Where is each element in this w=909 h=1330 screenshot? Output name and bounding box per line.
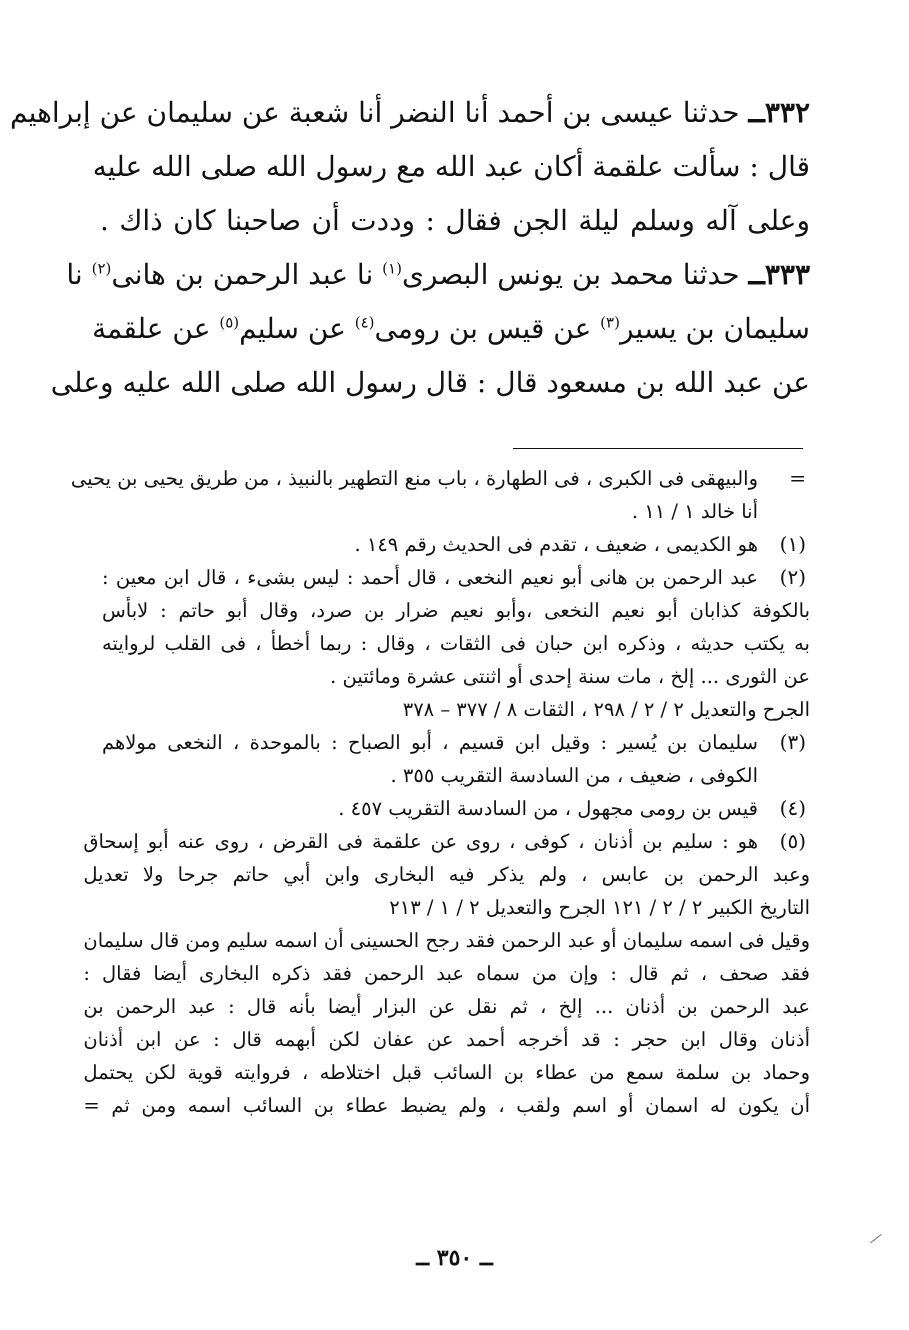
footnote-line: عبد الرحمن بن هانى أبو نعيم النخعى ، قال أحمد : ليس بشىء ، قال ابن معين :	[102, 566, 758, 589]
hadith-332-line-1	[10, 86, 810, 140]
footnote-line: أنا خالد ١ / ١١ .	[631, 500, 758, 523]
footnote-5	[83, 825, 810, 1122]
footnote-line: وعبد الرحمن بن عابس ، ولم يذكر فيه البخارى وابن أبي حاتم جرحا ولا تعديل	[83, 863, 810, 886]
hadith-333-line-3: عن عبد الله بن مسعود قال : قال رسول الله صلى الله عليه وعلى	[50, 366, 810, 399]
footnote-ref-4: (٤)	[354, 313, 375, 332]
hadith-332-line-2: قال : سألت علقمة أكان عبد الله مع رسول الله صلى الله عليه	[92, 150, 810, 183]
footnotes	[70, 462, 810, 1122]
hadith-333	[50, 248, 810, 410]
hadith-text: عن قيس بن رومى	[374, 312, 601, 345]
footnote-line: به يكتب حديثه ، وذكره ابن حبان فى الثقات ، وقال : ربما أخطأ ، فى القلب لروايته	[102, 632, 810, 655]
footnote-ref-5: (٥)	[219, 313, 240, 332]
hadith-text: حدثنا عيسى بن أحمد أنا النضر أنا شعبة عن سليمان عن إبراهيم	[10, 96, 740, 129]
footnote-line: هو : سليم بن أذنان ، كوفى ، روى عن علقمة فى القرض ، روى عنه أبو إسحاق	[83, 830, 758, 853]
footnote-line: عبد الرحمن بن أذنان ... إلخ ، ثم نقل عن البزار أيضا بأنه قال : عبد الرحمن بن	[83, 995, 810, 1018]
footnote-line: سليمان بن يُسير : وقيل ابن قسيم ، أبو الصباح : بالموحدة ، النخعى مولاهم	[102, 731, 758, 754]
hadith-text: عن سليم	[239, 312, 355, 345]
footnote-line: التاريخ الكبير ٢ / ٢ / ١٢١ الجرح والتعديل ٢ / ١ / ٢١٣	[389, 896, 810, 919]
footnote-line: قيس بن رومى مجهول ، من السادسة التقريب ٤٥٧ .	[338, 797, 758, 820]
pen-mark	[870, 1234, 882, 1243]
hadith-text: حدثنا محمد بن يونس البصرى	[401, 258, 740, 291]
footnote-continuation	[70, 462, 810, 528]
footnote-marker: (٤)	[779, 796, 806, 820]
hadith-text: نا عبد الرحمن بن هانى	[111, 258, 383, 291]
footnote-line: عن الثورى ... إلخ ، مات سنة إحدى أو اثنتى عشرة ومائتين .	[330, 665, 810, 688]
footnote-ref-1: (١)	[382, 259, 402, 278]
footnote-marker: (٥)	[779, 829, 806, 853]
page-number: ــ ٣٥٠ ــ	[416, 1245, 493, 1271]
hadith-text: عن علقمة	[92, 312, 220, 345]
hadith-333-line-2	[92, 302, 810, 356]
footnote-line: الكوفى ، ضعيف ، من السادسة التقريب ٣٥٥ .	[390, 764, 758, 787]
footnote-marker: (٣)	[779, 730, 806, 754]
footnote-marker: (١)	[779, 532, 806, 556]
footnote-line: أذنان وقال ابن حجر : قد أخرجه أحمد عن عفان لكن أبهمه قال : عن ابن أذنان	[83, 1028, 810, 1051]
hadith-text: نا	[66, 258, 92, 291]
footnote-ref-3: (٣)	[600, 313, 620, 332]
hadith-number: ٣٣٣ــ	[748, 258, 810, 291]
hadith-333-line-1	[66, 248, 810, 302]
footnote-line: بالكوفة كذابان أبو نعيم النخعى ،وأبو نعيم ضرار بن صرد، وقال أبو حاتم : لابأس	[102, 599, 810, 622]
footnote-line: والبيهقى فى الكبرى ، فى الطهارة ، باب منع التطهير بالنبيذ ، من طريق يحيى بن يحيى	[70, 467, 758, 490]
footnote-line: الجرح والتعديل ٢ / ٢ / ٢٩٨ ، الثقات ٨ / ٣٧٧ – ٣٧٨	[402, 698, 810, 721]
footnote-line: فقد صحف ، ثم قال : وإن من سماه عبد الرحمن فقد ذكره البخارى أيضا فقال :	[83, 962, 810, 985]
footnote-ref-2: (٢)	[91, 259, 112, 278]
footnote-line: هو الكديمى ، ضعيف ، تقدم فى الحديث رقم ١٤٩ .	[354, 533, 758, 556]
footnote-line: وقيل فى اسمه سليمان أو عبد الرحمن فقد رجح الحسينى أن اسمه سليم ومن قال سليمان	[83, 929, 810, 952]
footnote-3	[102, 726, 810, 792]
hadith-332-line-3: وعلى آله وسلم ليلة الجن فقال : وددت أن صاحبنا كان ذاك .	[100, 204, 810, 237]
footnote-separator	[513, 448, 803, 449]
footnote-marker: (٢)	[779, 565, 806, 589]
footnote-1	[102, 528, 810, 561]
hadith-number: ٣٣٢ــ	[748, 96, 810, 129]
continuation-mark: =	[789, 466, 806, 490]
footnote-line: أن يكون له اسمان أو اسم ولقب ، ولم يضبط عطاء بن السائب اسمه ومن ثم =	[83, 1094, 810, 1117]
footnote-2	[102, 561, 810, 726]
hadith-332	[10, 86, 810, 248]
hadith-text: سليمان بن يسير	[619, 312, 810, 345]
footnote-line: وحماد بن سلمة سمع من عطاء بن السائب قبل اختلاطه ، فروايته قوية لكن يحتمل	[83, 1061, 810, 1084]
footnote-4	[102, 792, 810, 825]
